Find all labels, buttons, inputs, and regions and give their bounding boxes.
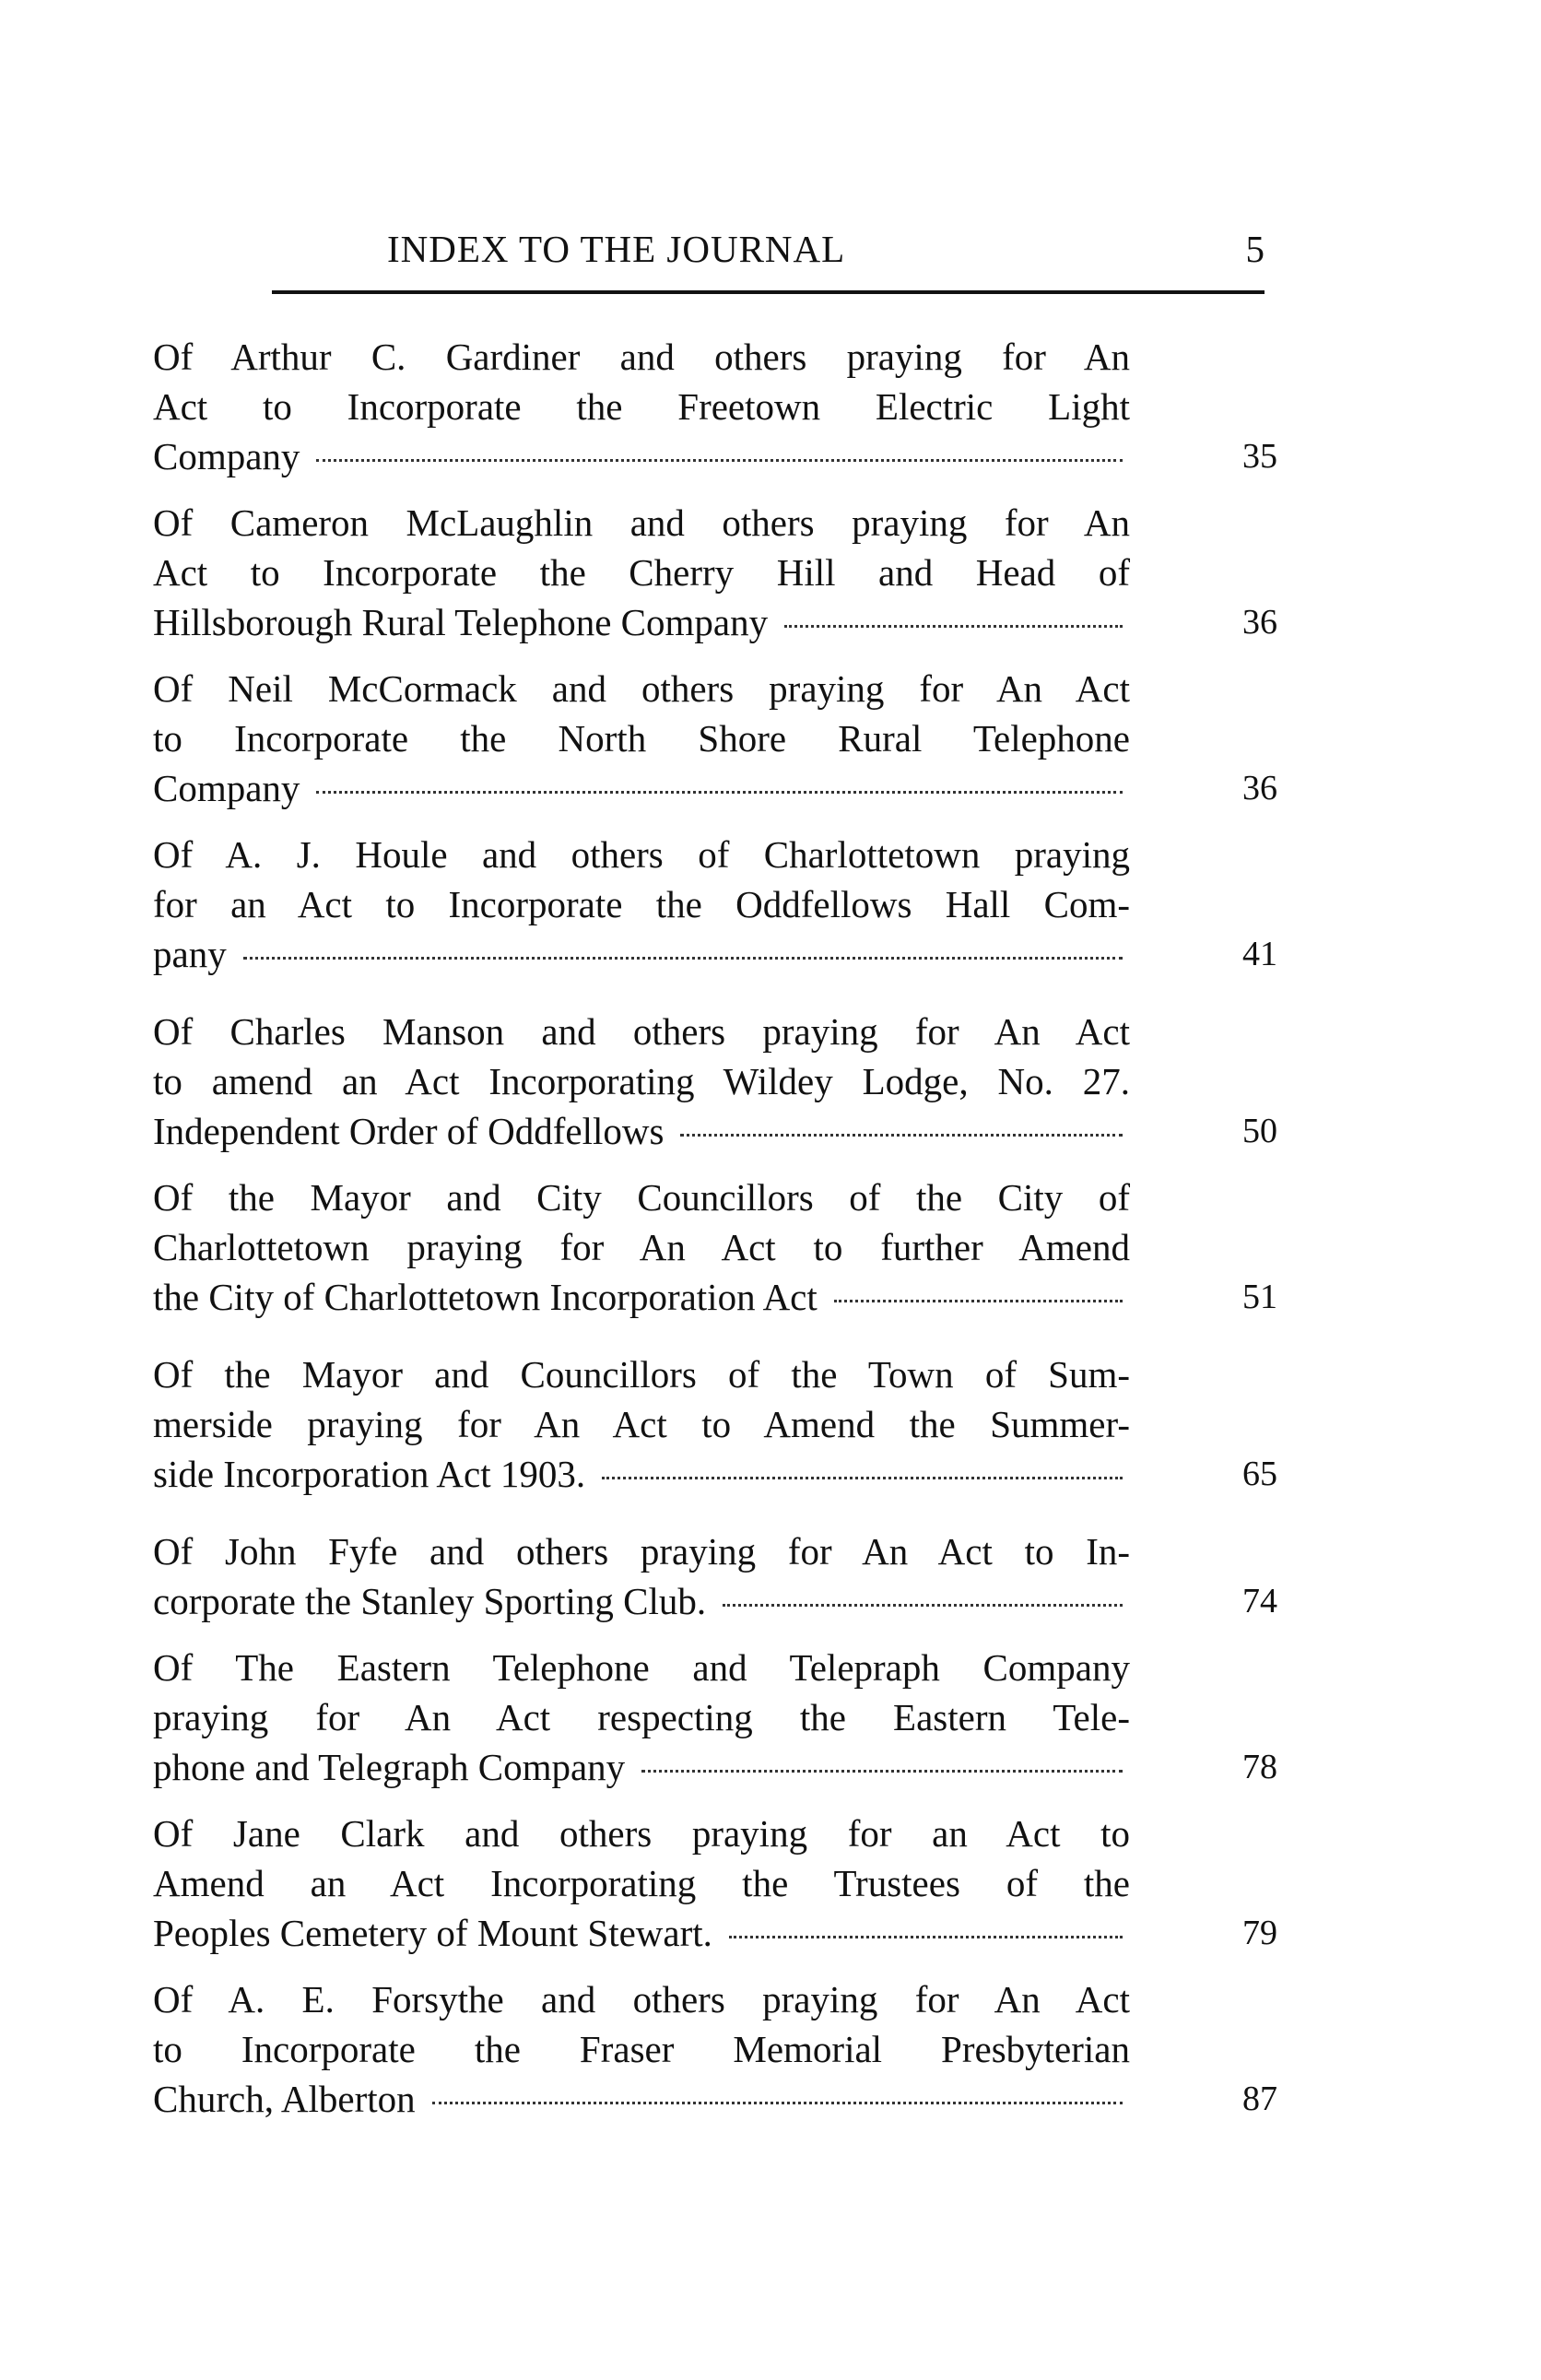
dot-leader [602,1477,1123,1479]
entry-last-line [153,763,1130,813]
entry-line: phone and Telegraph Company [153,1746,626,1788]
entry-line: Company [153,435,300,477]
entry-page-number: 79 [1242,1914,1277,1952]
entry-line: Church, Alberton [153,2078,416,2120]
index-entry [153,1526,1277,1626]
entry-page-number: 78 [1242,1748,1277,1786]
entry-text [153,332,1130,481]
entry-line: Of A. J. Houle and others of Charlottetown praying [153,833,1130,876]
index-entry [153,1007,1277,1156]
entry-line: Act to Incorporate the Cherry Hill and Head of [153,551,1130,594]
entry-line: for an Act to Incorporate the Oddfellows Hall Com- [153,883,1130,925]
entry-text [153,1809,1130,1958]
entry-line: Act to Incorporate the Freetown Electric Light [153,385,1130,428]
entry-line: Charlottetown praying for An Act to further Amend [153,1226,1130,1268]
entry-text [153,1526,1130,1626]
index-entry [153,830,1277,979]
running-title: INDEX TO THE JOURNAL [387,228,846,270]
dot-leader [243,957,1123,960]
dot-leader [834,1300,1123,1302]
index-entry [153,1349,1277,1499]
entry-line: Of Arthur C. Gardiner and others praying for An [153,336,1130,378]
index-entry [153,1809,1277,1958]
entry-last-line [153,597,1130,647]
entry-line: Of Cameron McLaughlin and others praying for An [153,501,1130,544]
entry-text [153,1349,1130,1499]
dot-leader [784,625,1123,628]
dot-leader [641,1770,1123,1773]
index-entry [153,498,1277,647]
index-entry [153,1172,1277,1322]
index-entry [153,1643,1277,1792]
entry-line: to amend an Act Incorporating Wildey Lodge, No. 27. [153,1060,1130,1102]
running-head [267,221,1265,277]
entry-text [153,1974,1130,2124]
entry-last-line [153,1576,1130,1626]
entry-line: to Incorporate the Fraser Memorial Presbyterian [153,2028,1130,2070]
index-entry [153,664,1277,813]
entry-page-number: 36 [1242,769,1277,807]
entry-text [153,1172,1130,1322]
entry-last-line [153,431,1130,481]
entry-text [153,1643,1130,1792]
entry-line: Of Neil McCormack and others praying for An Act [153,667,1130,710]
page-number: 5 [1245,228,1265,270]
dot-leader [729,1936,1123,1938]
entry-page-number: 65 [1242,1455,1277,1493]
entry-line: Of The Eastern Telephone and Telepraph Company [153,1646,1130,1689]
entry-page-number: 87 [1242,2080,1277,2118]
entry-line: Independent Order of Oddfellows [153,1110,665,1152]
dot-leader [723,1604,1123,1607]
entry-line: Peoples Cemetery of Mount Stewart. [153,1912,712,1954]
entry-line: Of Charles Manson and others praying for An Act [153,1010,1130,1053]
entry-page-number: 74 [1242,1582,1277,1620]
entry-last-line [153,1908,1130,1958]
entry-page-number: 41 [1242,935,1277,973]
entry-last-line [153,1449,1130,1499]
entry-line: merside praying for An Act to Amend the Summer- [153,1403,1130,1445]
entry-text [153,1007,1130,1156]
entry-text [153,664,1130,813]
entry-line: Of John Fyfe and others praying for An Act to In- [153,1530,1130,1573]
entry-last-line [153,2074,1130,2124]
entry-line: Of A. E. Forsythe and others praying for An Act [153,1978,1130,2021]
entry-page-number: 50 [1242,1112,1277,1150]
dot-leader [316,791,1123,794]
entry-line: Company [153,767,300,809]
entry-line: Hillsborough Rural Telephone Company [153,601,769,643]
index-entry [153,1974,1277,2124]
entry-page-number: 51 [1242,1278,1277,1316]
entry-last-line [153,1272,1130,1322]
entry-line: Amend an Act Incorporating the Trustees of the [153,1862,1130,1904]
entry-page-number: 35 [1242,437,1277,476]
entry-last-line [153,1106,1130,1156]
entry-line: Of the Mayor and Councillors of the Town of Sum- [153,1353,1130,1396]
dot-leader [316,459,1123,462]
entry-page-number: 36 [1242,603,1277,642]
entry-line: pany [153,933,227,975]
entry-last-line [153,929,1130,979]
index-entries [153,332,1277,2124]
entry-line: side Incorporation Act 1903. [153,1453,586,1495]
entry-line: Of Jane Clark and others praying for an Act to [153,1812,1130,1855]
entry-line: corporate the Stanley Sporting Club. [153,1580,707,1622]
header-rule [272,290,1265,294]
entry-line: to Incorporate the North Shore Rural Telephone [153,717,1130,760]
dot-leader [680,1134,1123,1137]
entry-line: Of the Mayor and City Councillors of the City of [153,1176,1130,1219]
entry-line: the City of Charlottetown Incorporation Act [153,1276,818,1318]
entry-text [153,498,1130,647]
entry-last-line [153,1742,1130,1792]
entry-line: praying for An Act respecting the Eastern Tele- [153,1696,1130,1738]
dot-leader [432,2102,1123,2104]
index-entry [153,332,1277,481]
entry-text [153,830,1130,979]
